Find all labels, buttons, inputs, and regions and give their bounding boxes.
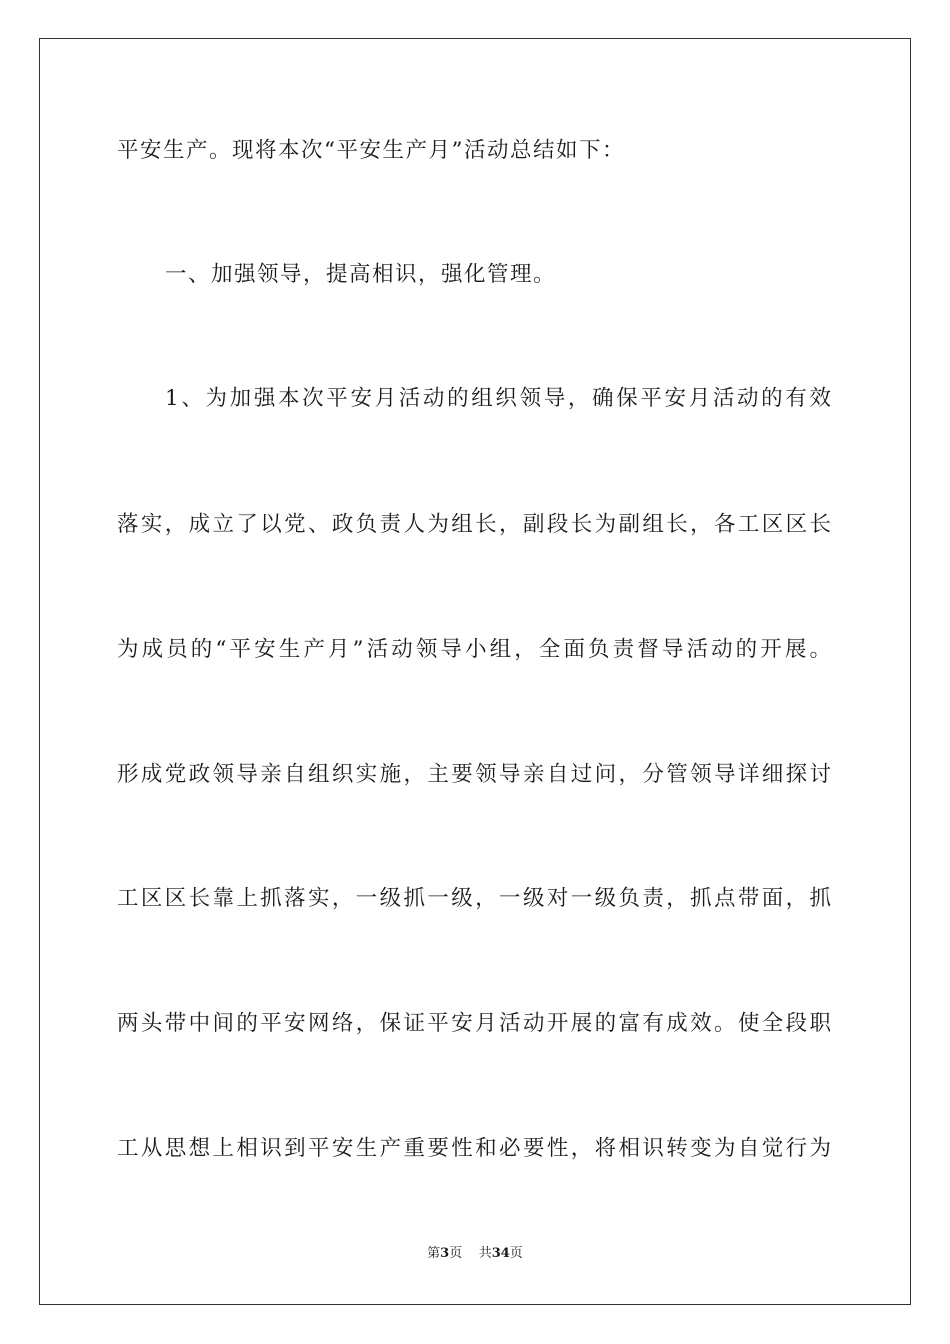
text-line: 形成党政领导亲自组织实施，主要领导亲自过问，分管领导详细探讨 [117,762,831,787]
text-line: 工从思想上相识到平安生产重要性和必要性，将相识转变为自觉行为 [117,1136,831,1161]
text-line: 工区区长靠上抓落实，一级抓一级，一级对一级负责，抓点带面，抓 [117,886,831,911]
page-prefix: 第 [427,1246,441,1261]
text-line: 两头带中间的平安网络，保证平安月活动开展的富有成效。使全段职 [117,1011,831,1036]
text-line: 落实，成立了以党、政负责人为组长，副段长为副组长，各工区区长 [117,512,831,537]
text-line: 为成员的“平安生产月”活动领导小组，全面负责督导活动的开展。 [117,637,831,662]
total-suffix: 页 [509,1246,523,1261]
text-line: 1、为加强本次平安月活动的组织领导，确保平安月活动的有效 [165,386,831,411]
page-footer [0,1245,950,1263]
page-suffix: 页 [449,1246,463,1261]
page-border [39,38,911,1305]
total-prefix: 共 [478,1246,492,1261]
section-heading: 一、加强领导，提高相识，强化管理。 [165,262,557,287]
total-pages: 34 [491,1246,510,1261]
page-number: 3 [440,1246,450,1261]
text-line: 平安生产。现将本次“平安生产月”活动总结如下： [117,138,625,163]
